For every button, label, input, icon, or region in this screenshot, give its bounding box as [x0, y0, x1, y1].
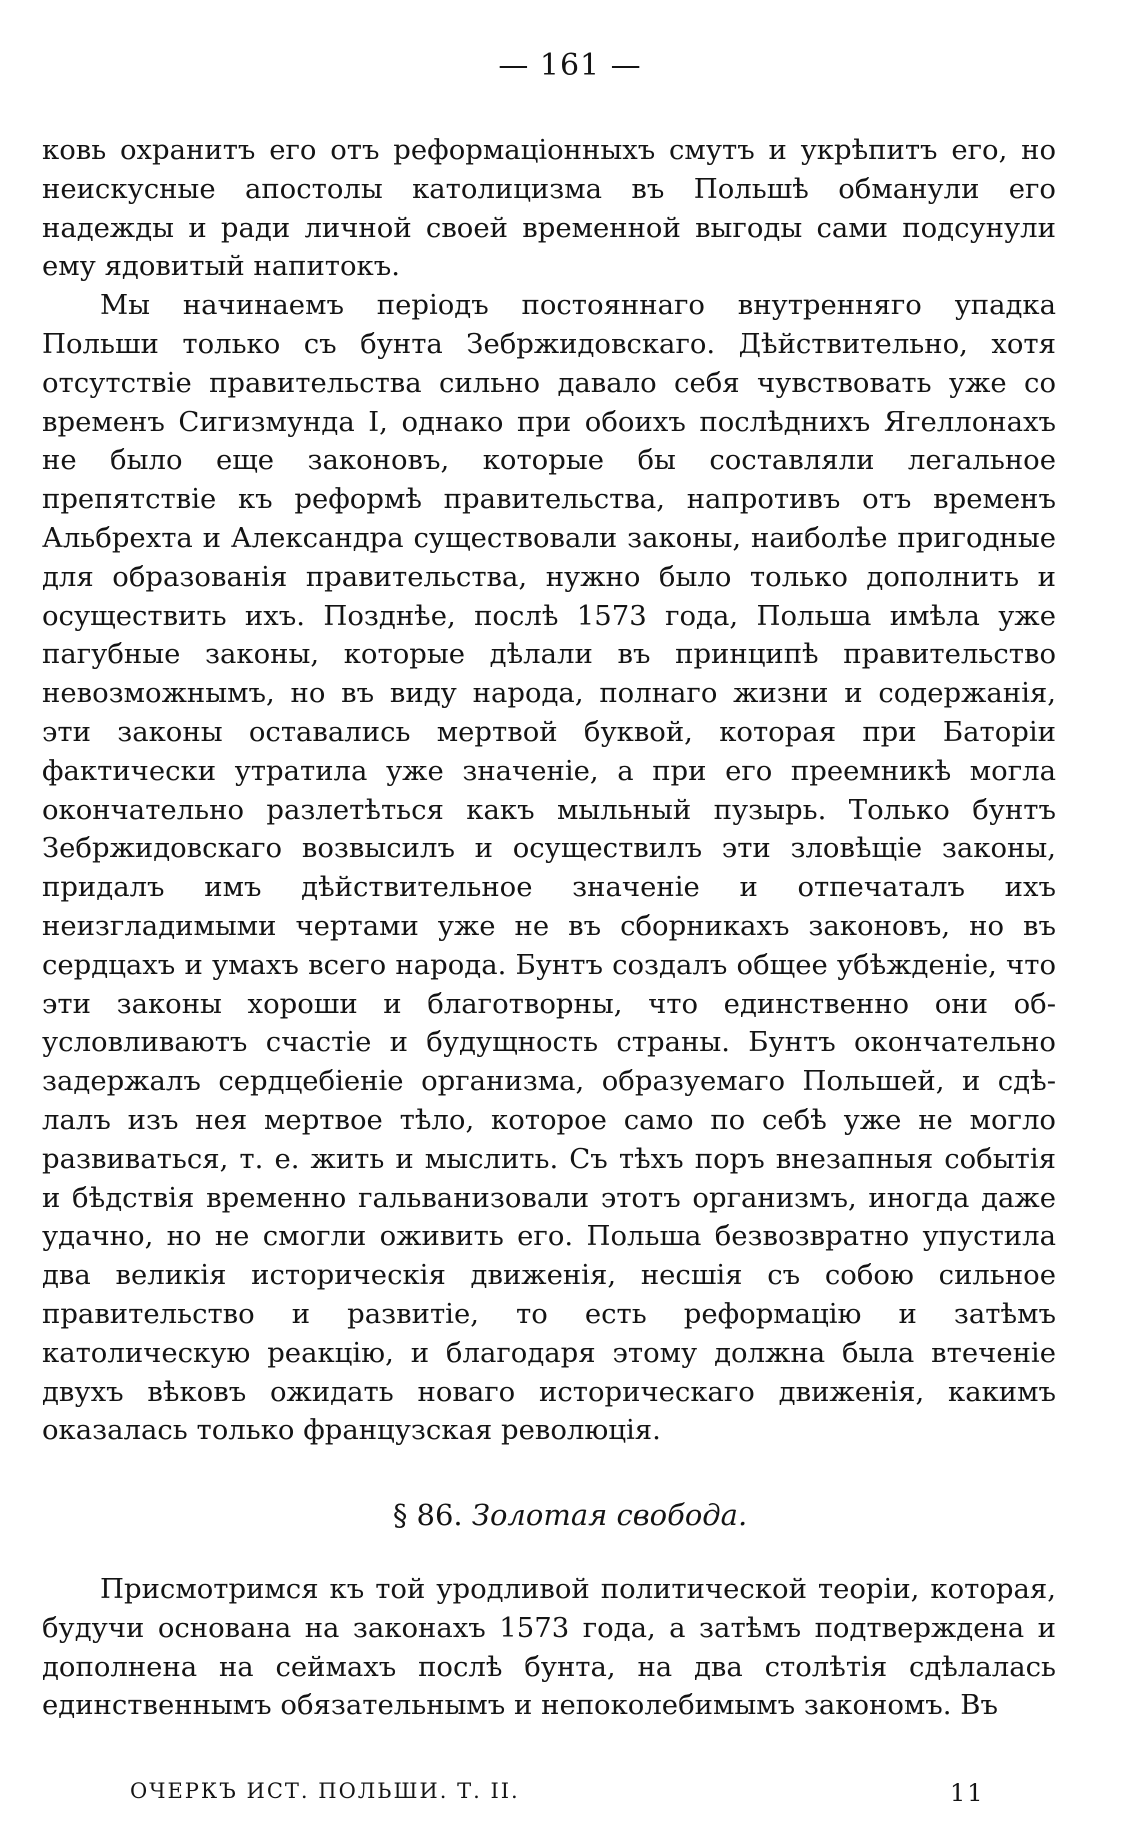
paragraph-theory: Присмотримся къ той уродливой политической теорiи, которая, будучи основана на законахъ 1573 года, а затѣмъ подтверждена и дополнена на сеймахъ послѣ бунта, на два столѣтiя сдѣлалась единственнымъ обязательнымъ и непоколебимымъ закономъ. Въ — [42, 1573, 1056, 1722]
section-number: § 86. — [392, 1498, 463, 1532]
main-text-block — [42, 131, 1056, 1450]
paragraph-continuation: ковь охранитъ его отъ реформацiонныхъ смутъ и укрѣпитъ его, но неискусные апостолы католицизма въ Польшѣ обманули его надежды и ради личной своей временной выгоды сами подсунули ему ядовитый напитокъ. — [42, 134, 1056, 283]
section-heading — [0, 1498, 1140, 1532]
section-text-block — [42, 1570, 1056, 1725]
footer-signature-mark: 11 — [950, 1779, 985, 1807]
footer-book-reference: ОЧЕРКЪ ИСТ. ПОЛЬШИ. Т. II. — [130, 1779, 520, 1803]
section-title: Золотая свобода. — [471, 1498, 748, 1532]
page-number: — 161 — — [498, 48, 642, 83]
paragraph-decline: Мы начинаемъ перiодъ постояннаго внутренняго упадка Польши только съ бунта Зебржидовскаго. Дѣйствительно, хотя отсутствiе правительства сильно давало себя чувствовать уже со временъ Сигизмунда I, однако при обоихъ послѣднихъ Ягеллонахъ не было еще законовъ, которые бы составляли легальное препятствiе къ реформѣ правительства, напротивъ отъ временъ Альбрехта и Александра существовали законы, наиболѣе пригодные для образованiя правительства, нужно было только дополнить и осуществить ихъ. Позднѣе, послѣ 1573 года, Польша имѣла уже пагубные законы, которые дѣлали въ принципѣ правительство невозможнымъ, но въ виду народа, полнаго жизни и содержанiя, эти законы оставались мертвой буквой, которая при Баторiи фактически утратила уже значенiе, а при его преемникѣ могла окончательно разлетѣться какъ мыльный пузырь. Только бунтъ Зебржидовскаго возвысилъ и осуществилъ эти зловѣщiе законы, придалъ имъ дѣйствительное значенiе и отпечаталъ ихъ неизгладимыми чертами уже не въ сборникахъ законовъ, но въ сердцахъ и умахъ всего народа. Бунтъ создалъ общее убѣжденiе, что эти законы хороши и благотворны, что единственно они обусловливаютъ счастiе и будущность страны. Бунтъ окончательно задержалъ сердцебiенiе организма, образуемаго Польшей, и сдѣлалъ изъ нея мертвое тѣло, которое само по себѣ уже не могло развиваться, т. е. жить и мыслить. Съ тѣхъ поръ внезапныя событiя и бѣдствiя временно гальванизовали этотъ организмъ, иногда даже удачно, но не смогли оживить его. Польша безвозвратно упустила два великiя историческiя движенiя, несшiя съ собою сильное правительство и развитiе, то есть реформацiю и затѣмъ католическую реакцiю, и благодаря этому должна была втеченiе двухъ вѣковъ ожидать новаго историческаго движенiя, какимъ оказалась только французская революцiя. — [42, 289, 1056, 1447]
